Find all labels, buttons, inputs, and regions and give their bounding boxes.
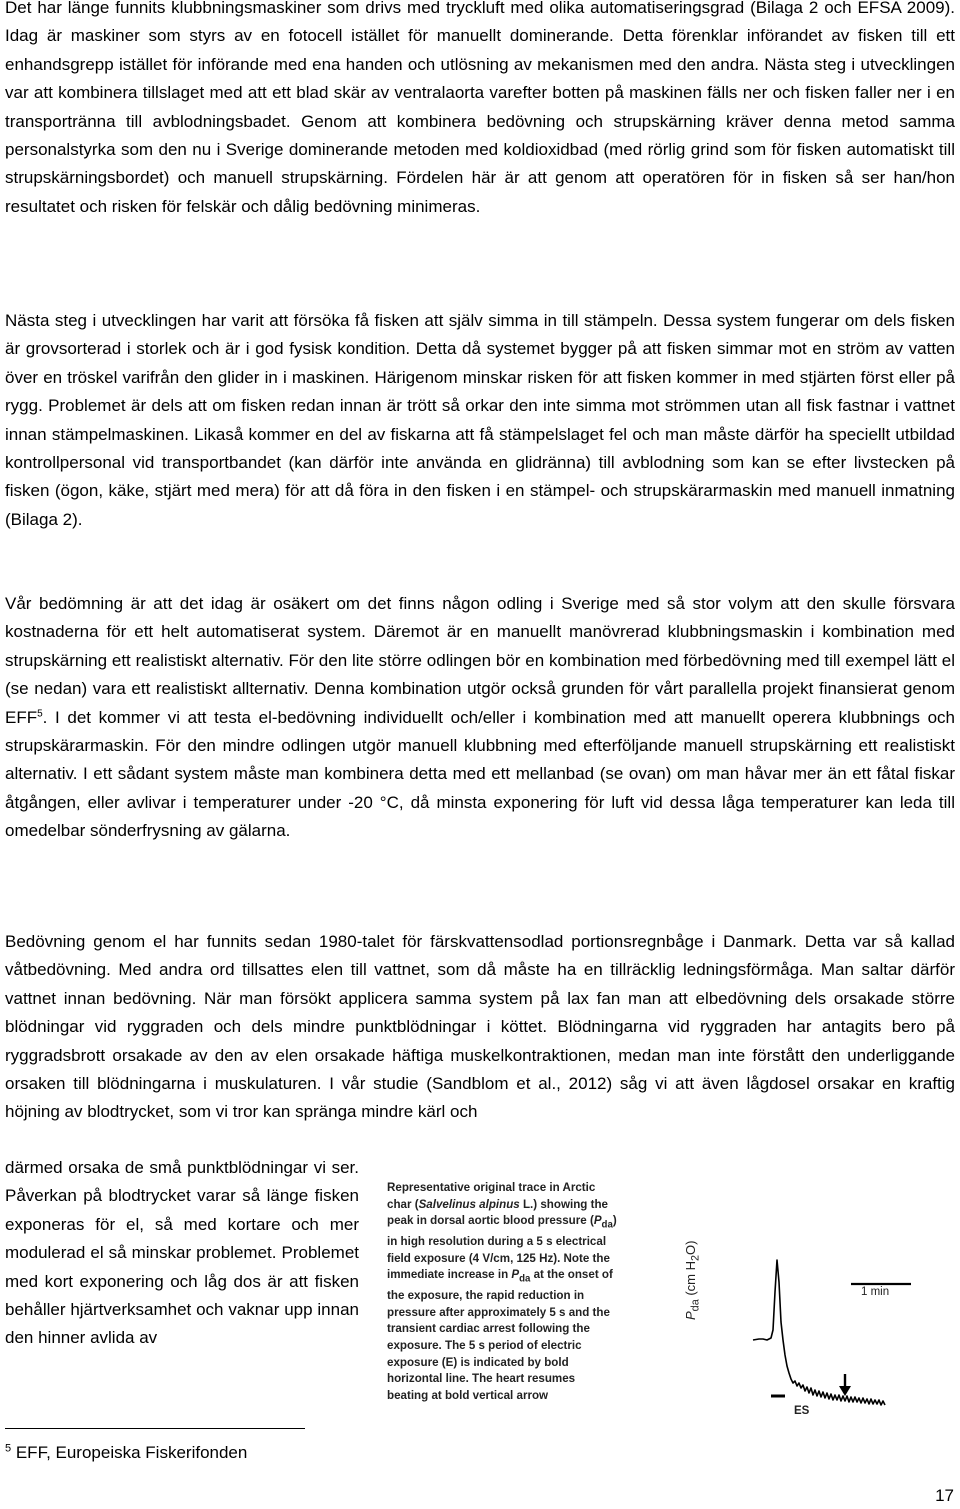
paragraph-3-text-after: . I det kommer vi att testa el-bedövning individuellt och/eller i kombination med att manuellt operera klubbnings och strupskärarmaskin. För den mindre odlingen utgör manuell klubbning med efterföljande manuell strupskärning ett realistiskt alternativ. I ett sådant system måste man kombinera detta med ett mellanbad (se ovan) om man håvar mer än ett fåtal fiskar åtgången, eller avlivar i temperaturer under -20 °C, då minsta exponering för luft vid dessa låga temperaturer kan leda till omedelbar sönderfrysning av gälarna. [5,707,955,841]
paragraph-2: Nästa steg i utvecklingen har varit att försöka få fisken att själv simma in till stämpeln. Dessa system fungerar om dels fisken är grovsorterad i storlek och är i god fysisk kondition. Detta då systemet bygger på att fisken simmar mot en ström av vatten över en tröskel varifrån den glider in i maskinen. Härigenom minskar risken för att fisken kommer in med stjärten först eller på rygg. Problemet är dels att om fisken redan innan är trött så orkar den inte simma mot strömmen utan all fisk fastnar i vattnet innan stämpelmaskinen. Likaså kommer en del av fiskarna att få stämpelslaget fel och man måste därför ha speciellt utbildad kontrollpersonal vid transportbandet (kan därför inte använda en glidränna) till avblodning som kan se efter livstecken på fisken (ögon, käke, stjärt med mera) för att då föra in den fisken i en stämpel- och strupskärarmaskin med manuell inmatning (Bilaga 2). [5,311,955,529]
y-axis-label: $P_{da}$ (cm $H_2O$) [683,1240,702,1320]
scale-label: 1 min [861,1286,890,1298]
footnote-text: EFF, Europeiska Fiskerifonden [11,1443,248,1462]
blood-pressure-figure [383,1180,960,1425]
paragraph-3-text-before: Vår bedömning är att det idag är osäkert om det finns någon odling i Sverige med så stor volym att den skulle försvara kostnaderna för ett helt automatiserat system. Däremot är en manuellt manövrerad klubbningsmaskin i kombination med strupskärning ett realistiskt alternativ. För den lite större odlingen bör en kombination med förbedövning med till exempel lätt el (se nedan) vara ett realistiskt allternativ. Denna kombination utgör också grunden för vårt parallella projekt finansierat genom EFF [5,594,955,727]
footnote [5,1442,247,1464]
paragraph-3 [5,590,955,846]
arrow-head [839,1386,851,1396]
paragraph-5: därmed orsaka de små punktblödningar vi ser. Påverkan på blodtrycket varar så länge fisken exponeras för el, så med kortare och mer modulerad el så minskar problemet. Problemet med kort exponering och låg dos är att fisken behåller hjärtverksamhet och vaknar upp innan den hinner avlida av [5,1158,359,1348]
page-number: 17 [935,1486,954,1505]
exposure-label: ES [794,1405,810,1417]
footnote-reference: 5 [37,707,43,719]
footnote-divider [5,1428,305,1429]
paragraph-1: Det har länge funnits klubbningsmaskiner som drivs med tryckluft med olika automatiseringsgrad (Bilaga 2 och EFSA 2009). Idag är maskiner som styrs av en fotocell istället för manuellt dominerande. Detta förenklar införandet av fisken till ett enhandsgrepp istället för införande med ena handen och utlösning av mekanismen med den andra. Nästa steg i utvecklingen var att kombinera tillslaget med att ett blad skär av ventralaorta varefter botten på maskinen fälls ner och fisken faller ner i en transportränna till avblodningsbadet. Genom att kombinera bedövning och strupskärning kräver denna metod samma personalstyrka som den nu i Sverige dominerande metoden med koldioxidbad (med rörlig grind som för fisken automatiskt till strupskärningsbordet) och manuell strupskärning. Fördelen här är att genom att operatören för in fisken så ser han/hon resultatet och risken för felskär och dålig bedövning minimeras. [5,0,955,216]
paragraph-4: Bedövning genom el har funnits sedan 1980-talet för färskvattensodlad portionsregnbåge i Danmark. Detta var så kallad våtbedövning. Med andra ord tillsattes elen till vattnet, som då måste ha en tillräcklig ledningsförmåga. Man saltar därför vattnet innan bedövning. När man försökt applicera samma system på lax fan man att elbedövning dels orsakade större blödningar vid ryggraden och dels mindre punktblödningar i köttet. Blödningarna vid ryggraden har antagits bero på ryggradsbrott orsakade av den av elen orsakade häftiga muskelkontraktionen, medan man inte förstått den underliggande orsaken till blödningarna i muskulaturen. I vår studie (Sandblom et al., 2012) såg vi att även lågdosel orsakar en kraftig höjning av blodtrycket, som vi tror kan spränga mindre kärl och [5,932,955,1122]
figure-caption: Representative original trace in Arctic char (Salvelinus alpinus L.) showing the peak in dorsal aortic blood pressure $(P_{da})$ in high resolution during a 5 s electrical field exposure (4 V/cm, 125 Hz). Note the immediate increase in $P_{da}$ at the onset of the exposure, the rapid reduction in pressure after approximately 5 s and the transient cardiac arrest following the exposure. The 5 s period of electric exposure (E) is indicated by bold horizontal line. The heart resumes beating at bold vertical arrow [387,1181,617,1402]
trace-line [753,1260,885,1405]
footnote-marker: 5 [5,1442,12,1455]
